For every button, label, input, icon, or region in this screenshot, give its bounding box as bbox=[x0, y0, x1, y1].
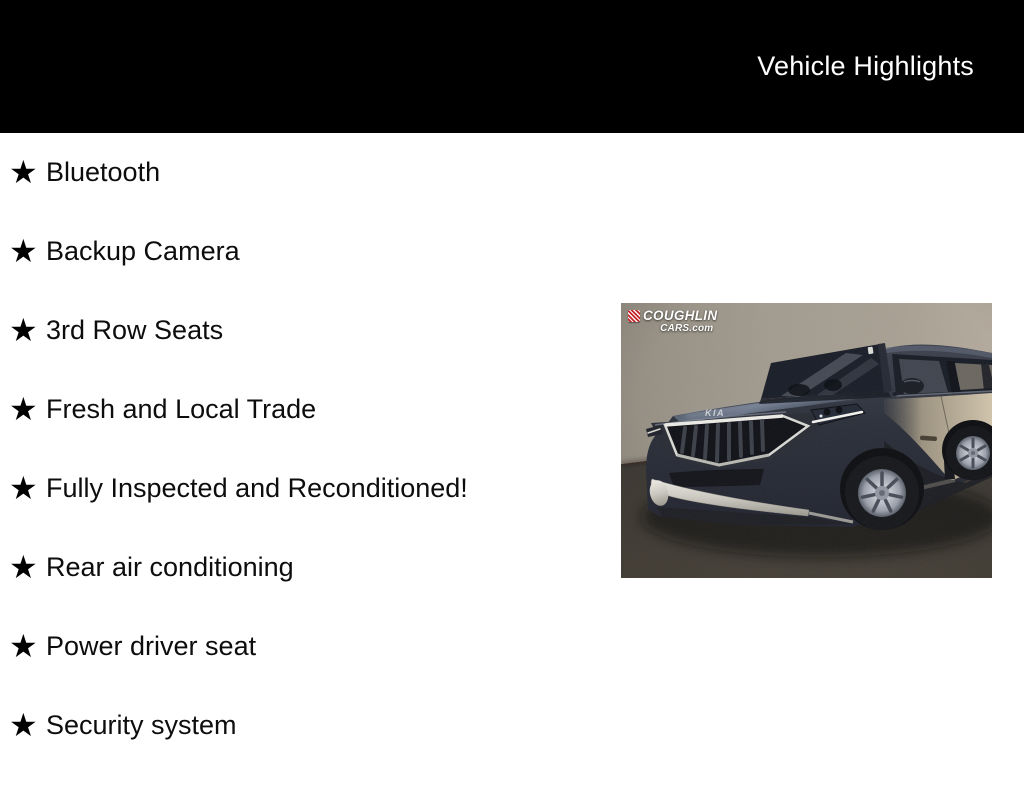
dealer-domain: CARS.com bbox=[660, 322, 714, 334]
highlight-label: Bluetooth bbox=[46, 156, 161, 187]
star-bullet-icon: ★ bbox=[9, 153, 38, 191]
minivan-illustration bbox=[621, 303, 992, 578]
header-bar bbox=[0, 0, 1024, 133]
star-bullet-icon: ★ bbox=[9, 311, 38, 349]
highlight-item bbox=[8, 313, 618, 347]
highlight-item bbox=[8, 234, 618, 268]
page-title: Vehicle Highlights bbox=[757, 51, 974, 81]
star-bullet-icon: ★ bbox=[9, 232, 38, 270]
star-bullet-icon: ★ bbox=[9, 548, 38, 586]
highlight-label: Fresh and Local Trade bbox=[46, 393, 317, 424]
dealer-logo-icon bbox=[628, 310, 640, 322]
watermark bbox=[628, 309, 717, 334]
highlight-item bbox=[8, 392, 618, 426]
highlight-item bbox=[8, 550, 618, 584]
highlight-label: Fully Inspected and Reconditioned! bbox=[46, 472, 468, 503]
highlight-label: Backup Camera bbox=[46, 235, 240, 266]
highlight-item bbox=[8, 155, 618, 189]
kia-badge: KIA bbox=[705, 408, 725, 418]
highlights-list bbox=[0, 133, 618, 787]
vehicle-photo bbox=[621, 303, 992, 578]
highlight-label: Power driver seat bbox=[46, 630, 257, 661]
highlight-item bbox=[8, 471, 618, 505]
dealer-name: COUGHLIN bbox=[643, 308, 718, 323]
highlight-item bbox=[8, 629, 618, 663]
highlight-label: Rear air conditioning bbox=[46, 551, 294, 582]
star-bullet-icon: ★ bbox=[9, 390, 38, 428]
star-bullet-icon: ★ bbox=[9, 469, 38, 507]
highlight-label: 3rd Row Seats bbox=[46, 314, 224, 345]
star-bullet-icon: ★ bbox=[9, 627, 38, 665]
highlight-item bbox=[8, 708, 618, 742]
highlight-label: Security system bbox=[46, 709, 237, 740]
star-bullet-icon: ★ bbox=[9, 706, 38, 744]
